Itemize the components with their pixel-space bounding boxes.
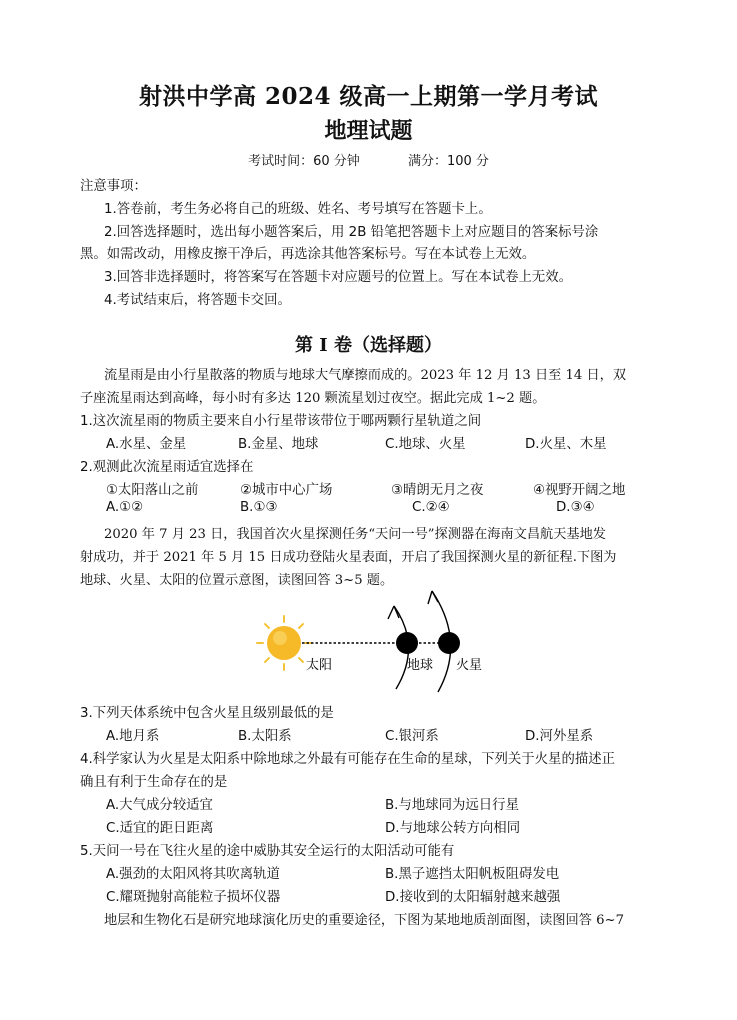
option: C.地球、火星 bbox=[385, 437, 466, 452]
option: D.接收到的太阳辐射越来越强 bbox=[385, 890, 561, 905]
notice-item: 2.回答选择题时，选出每小题答案后，用 2B 铅笔把答题卡上对应题目的答案标号涂 bbox=[104, 225, 599, 240]
notice-heading: 注意事项： bbox=[80, 179, 147, 194]
notice-item: 4.考试结束后，将答题卡交回。 bbox=[104, 293, 291, 308]
question-stem: 2.观测此次流星雨适宜选择在 bbox=[80, 460, 254, 475]
question-stem: 确且有利于生命存在的是 bbox=[80, 775, 228, 790]
option: D.③④ bbox=[556, 500, 595, 515]
passage-line: 地层和生物化石是研究地球演化历史的重要途径，下图为某地地质剖面图，读图回答 6~7 bbox=[104, 913, 624, 928]
passage-line: 2020 年 7 月 23 日，我国首次火星探测任务“天问一号”探测器在海南文昌航天基地发 bbox=[104, 527, 606, 542]
option: C.②④ bbox=[412, 500, 450, 515]
earth-orbit-arrow-icon bbox=[388, 606, 399, 619]
option: B.太阳系 bbox=[238, 729, 292, 744]
solar-position-figure bbox=[250, 586, 510, 696]
exam-time: 考试时间：60 分钟 bbox=[248, 154, 360, 169]
option: D.河外星系 bbox=[525, 729, 594, 744]
question-stem: 4.科学家认为火星是太阳系中除地球之外最有可能存在生命的星球，下列关于火星的描述正 bbox=[80, 752, 616, 767]
mars-icon bbox=[438, 632, 460, 654]
option: A.水星、金星 bbox=[106, 437, 187, 452]
option: A.地月系 bbox=[106, 729, 160, 744]
earth-label: 地球 bbox=[407, 658, 434, 673]
exam-subtitle: 地理试题 bbox=[324, 118, 413, 144]
earth-icon bbox=[396, 632, 418, 654]
option: D.与地球公转方向相同 bbox=[385, 821, 521, 836]
option: A.①② bbox=[106, 500, 144, 515]
option: B.黑子遮挡太阳帆板阻碍发电 bbox=[385, 867, 560, 882]
sun-label: 太阳 bbox=[306, 658, 333, 673]
question-stem: 5.天问一号在飞往火星的途中威胁其安全运行的太阳活动可能有 bbox=[80, 844, 455, 859]
mars-label: 火星 bbox=[456, 658, 483, 673]
option: A.大气成分较适宜 bbox=[106, 798, 213, 813]
question-stem: 1.这次流星雨的物质主要来自小行星带该带位于哪两颗行星轨道之间 bbox=[80, 414, 482, 429]
condition: ①太阳落山之前 bbox=[106, 483, 199, 498]
passage-line: 射成功，并于 2021 年 5 月 15 日成功登陆火星表面，开启了我国探测火星的新征程.下图为 bbox=[80, 550, 617, 565]
question-stem: 3.下列天体系统中包含火星且级别最低的是 bbox=[80, 706, 334, 721]
condition: ②城市中心广场 bbox=[240, 483, 333, 498]
passage-line: 流星雨是由小行星散落的物质与地球大气摩擦而成的。2023 年 12 月 13 日至 14 日，双 bbox=[104, 368, 627, 383]
option: D.火星、木星 bbox=[525, 437, 607, 452]
exam-meta bbox=[0, 150, 737, 169]
exam-title: 射洪中学高 2024 级高一上期第一学月考试 bbox=[138, 83, 599, 110]
option: B.①③ bbox=[240, 500, 278, 515]
passage-line: 子座流星雨达到高峰，每小时有多达 120 颗流星划过夜空。据此完成 1~2 题。 bbox=[80, 391, 546, 406]
option: C.银河系 bbox=[385, 729, 439, 744]
section-title: 第 I 卷（选择题） bbox=[295, 335, 442, 356]
option: C.适宜的距日距离 bbox=[106, 821, 214, 836]
notice-item: 黑。如需改动，用橡皮擦干净后，再选涂其他答案标号。写在本试卷上无效。 bbox=[80, 247, 536, 262]
option: B.金星、地球 bbox=[238, 437, 319, 452]
option: A.强劲的太阳风将其吹离轨道 bbox=[106, 867, 280, 882]
passage-line: 地球、火星、太阳的位置示意图，读图回答 3~5 题。 bbox=[80, 573, 394, 588]
notice-item: 1.答卷前，考生务必将自己的班级、姓名、考号填写在答题卡上。 bbox=[104, 202, 492, 217]
notice-item: 3.回答非选择题时，将答案写在答题卡对应题号的位置上。写在本试卷上无效。 bbox=[104, 270, 573, 285]
option: B.与地球同为远日行星 bbox=[385, 798, 519, 813]
option: C.耀斑抛射高能粒子损坏仪器 bbox=[106, 890, 281, 905]
exam-score: 满分：100 分 bbox=[407, 154, 489, 169]
condition: ③晴朗无月之夜 bbox=[391, 483, 484, 498]
condition: ④视野开阔之地 bbox=[533, 483, 626, 498]
